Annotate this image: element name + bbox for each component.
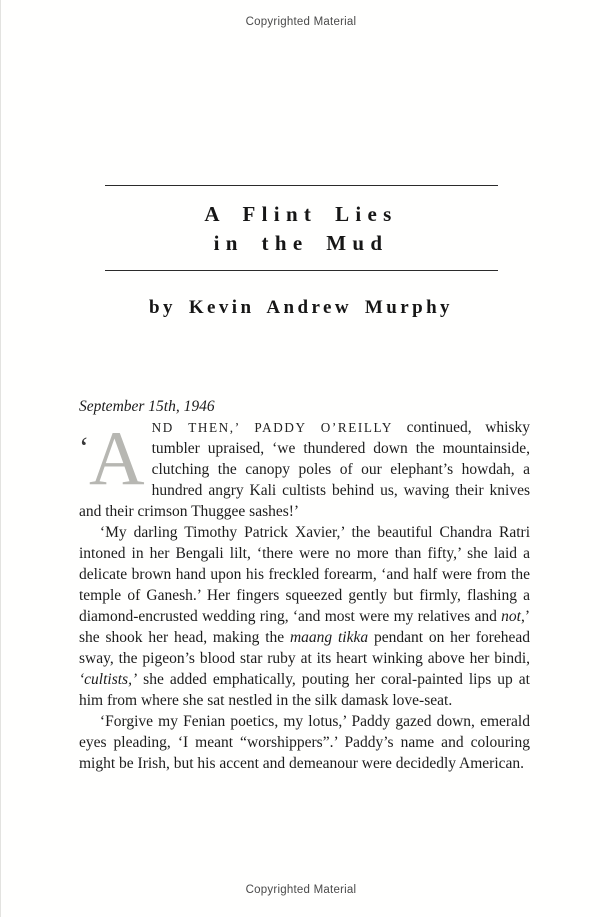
title-divider-top — [105, 185, 498, 186]
paragraph-1 — [79, 417, 530, 522]
paragraph-2-seg4: she added emphatically, pouting her coral-painted lips up at him from where she sat nestled in the silk damask love-seat. — [79, 671, 530, 709]
drop-cap — [79, 415, 145, 501]
drop-cap-quote: ‘ — [79, 431, 89, 464]
copyright-notice-top: Copyrighted Material — [245, 16, 357, 28]
chapter-title-line2: in the Mud — [213, 231, 389, 255]
paragraph-2-seg1: ‘My darling Timothy Patrick Xavier,’ the beautiful Chandra Ratri intoned in her Bengali lilt, ‘there were no more than fifty,’ she laid a delicate brown hand upon his freckled forearm, ‘and half were from the temple of Ganesh.’ Her fingers squeezed gently but firmly, flashing a diamond-encrusted wedding ring, ‘and most were my relatives and — [79, 524, 530, 625]
story-body — [79, 396, 530, 774]
chapter-title — [1, 200, 600, 258]
paragraph-2-italic3: ‘cultists,’ — [79, 671, 138, 688]
drop-cap-letter: A — [89, 415, 145, 501]
paragraph-1-text: continued, whisky tumbler upraised, ‘we thundered down the mountainside, clutching the canopy poles of our elephant’s howdah, a hundred angry Kali cultists behind us, waving their knives and their crimson Thuggee sashes!’ — [79, 419, 531, 520]
paragraph-2-italic1: not — [501, 608, 521, 625]
paragraph-2-italic2: maang tikka — [289, 629, 369, 646]
paragraph-2-seg3: pendant on her forehead sway, the pigeon’s blood star ruby at its heart winking above her bindi, — [79, 629, 530, 667]
lead-in-caps: ND THEN,’ PADDY O’REILLY — [151, 420, 393, 435]
paragraph-2 — [79, 522, 530, 711]
paragraph-2-seg2: ,’ she shook her head, making the — [79, 608, 530, 646]
paragraph-3: ‘Forgive my Fenian poetics, my lotus,’ Paddy gazed down, emerald eyes pleading, ‘I meant “worshippers”.’ Paddy’s name and colouring might be Irish, but his accent and demeanour were decidedly American. — [79, 713, 530, 772]
author-byline: by Kevin Andrew Murphy — [149, 297, 453, 318]
chapter-title-line1: A Flint Lies — [204, 202, 398, 226]
copyright-notice-bottom: Copyrighted Material — [245, 884, 357, 896]
title-divider-bottom — [105, 270, 498, 271]
dateline: September 15th, 1946 — [79, 398, 215, 415]
